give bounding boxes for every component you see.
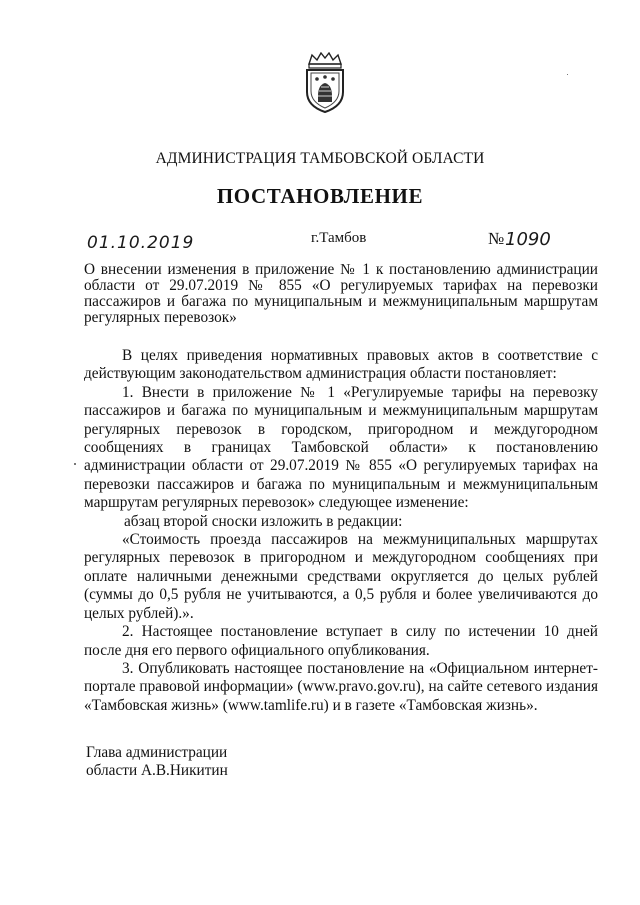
document-number: 1090 xyxy=(505,229,551,250)
signature-position: Глава администрации xyxy=(86,744,228,761)
number-label: № xyxy=(488,229,505,248)
organization-name: АДМИНИСТРАЦИЯ ТАМБОВСКОЙ ОБЛАСТИ xyxy=(155,150,485,167)
clause-1-quoted-text: «Стоимость проезда пассажиров на межмуниципальных маршрутах регулярных перевозок в пригородном и междугородном сообщениях при оплате наличными денежными средствами округляется до целых рублей (суммы до 0,5 рубля не учитываются, а 0,5 рубля и более увеличиваются до целых рублей).». xyxy=(84,531,598,622)
signature-block xyxy=(86,744,228,780)
document-date: 01.10.2019 xyxy=(87,233,195,253)
clause-1-instruction: абзац второй сноски изложить в редакции: xyxy=(124,512,403,530)
signature-name: области А.В.Никитин xyxy=(86,762,228,779)
clause-3-paragraph: 3. Опубликовать настоящее постановление на «Официальном интернет-портале правовой информации» (www.pravo.gov.ru), на сайте сетевого издания «Тамбовская жизнь» (www.tamlife.ru) и в газете «Тамбовская жизнь». xyxy=(84,659,598,714)
document-body xyxy=(84,347,598,715)
document-type-title: ПОСТАНОВЛЕНИЕ xyxy=(216,184,424,208)
clause-2-paragraph: 2. Настоящее постановление вступает в силу по истечении 10 дней после дня его первого официального опубликования. xyxy=(84,623,598,659)
scan-speck xyxy=(74,463,76,465)
scan-speck xyxy=(567,74,568,75)
tambov-coat-of-arms-icon xyxy=(303,52,347,114)
document-city: г.Тамбов xyxy=(311,230,367,246)
clause-1-paragraph: 1. Внести в приложение № 1 «Регулируемые тарифы на перевозку пассажиров и багажа по муниципальным и межмуниципальным маршрутам регулярных перевозок в городском, пригородном и междугородном сообщениях в границах Тамбовской области» к постановлению администрации области от 29.07.2019 № 855 «О регулируемых тарифах на перевозки пассажиров и багажа по муниципальным и межмуниципальным маршрутам регулярных перевозок» следующее изменение: xyxy=(84,383,598,512)
preamble-paragraph: В целях приведения нормативных правовых актов в соответствие с действующим законодательством администрация области постановляет: xyxy=(84,347,598,383)
document-subject: О внесении изменения в приложение № 1 к постановлению администрации области от 29.07.2019 № 855 «О регулируемых тарифах на перевозки пассажиров и багажа по муниципальным и межмуниципальным маршрутам регулярных перевозок» xyxy=(84,261,598,326)
